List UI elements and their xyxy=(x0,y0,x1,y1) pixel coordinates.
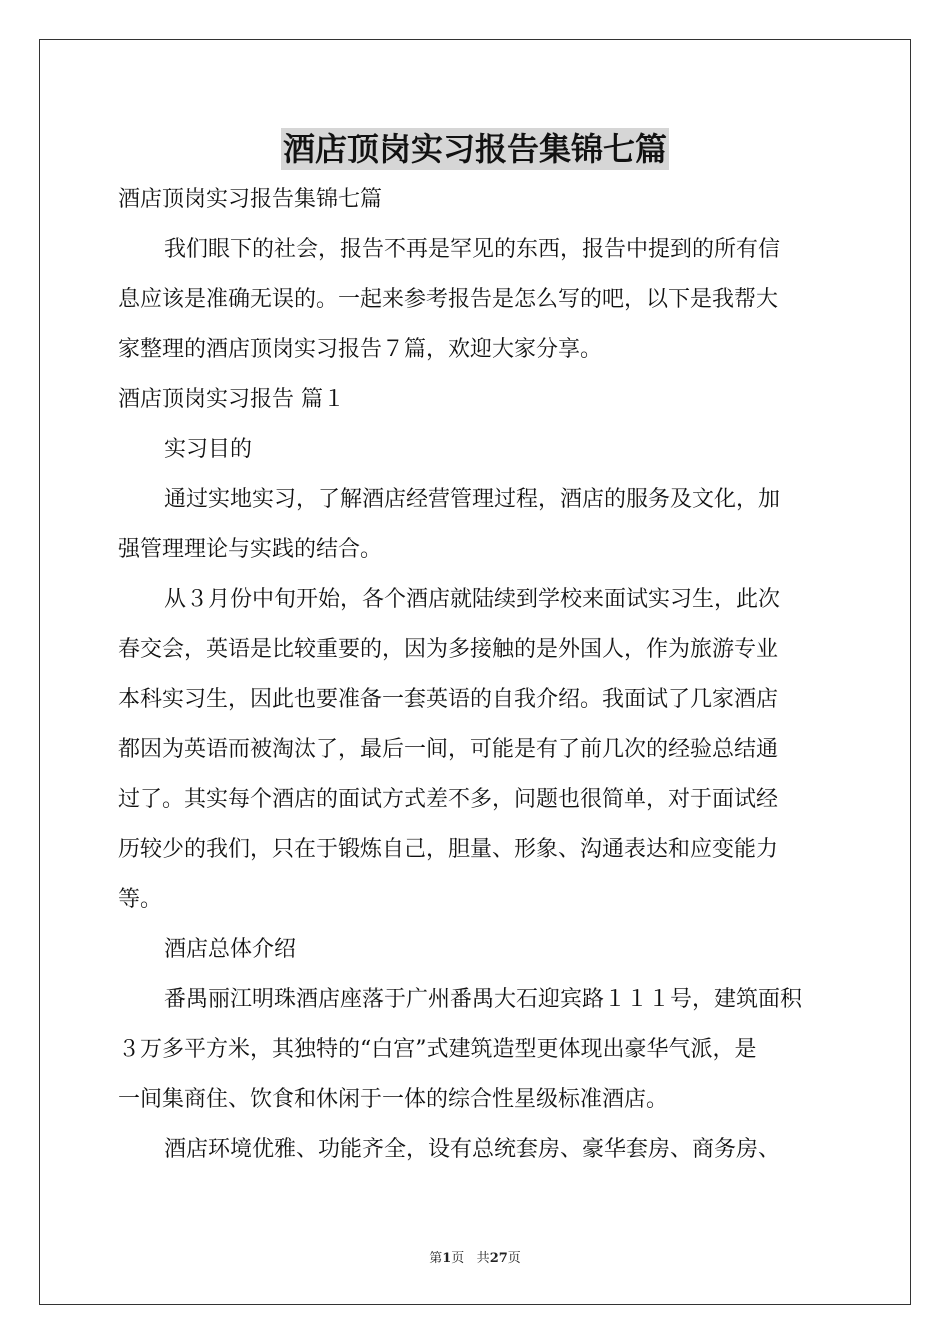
overview-line: ３万多平方米，其独特的“白宫”式建筑造型更体现出豪华气派，是 xyxy=(118,1037,757,1062)
total-suffix: 页 xyxy=(507,1251,521,1266)
interview-line: 历较少的我们，只在于锻炼自己，胆量、形象、沟通表达和应变能力 xyxy=(118,837,779,862)
interview-line: 过了。其实每个酒店的面试方式差不多，问题也很简单，对于面试经 xyxy=(118,787,779,812)
intro-line: 我们眼下的社会，报告不再是罕见的东西，报告中提到的所有信 xyxy=(164,237,781,262)
page-total: 27 xyxy=(489,1251,508,1266)
page-suffix: 页 xyxy=(451,1251,465,1266)
document-title: 酒店顶岗实习报告集锦七篇 xyxy=(282,130,667,168)
interview-line: 等。 xyxy=(118,887,163,912)
interview-line: 春交会，英语是比较重要的，因为多接触的是外国人，作为旅游专业 xyxy=(118,637,779,662)
page-prefix: 第 xyxy=(429,1251,443,1266)
total-prefix: 共 xyxy=(476,1251,490,1266)
document-body xyxy=(118,182,834,1168)
purpose-line: 强管理理论与实践的结合。 xyxy=(118,537,383,562)
purpose-paragraph xyxy=(118,482,834,568)
purpose-line: 通过实地实习，了解酒店经营管理过程，酒店的服务及文化，加 xyxy=(164,487,781,512)
page-current: 1 xyxy=(442,1251,452,1266)
interview-line: 本科实习生，因此也要准备一套英语的自我介绍。我面试了几家酒店 xyxy=(118,687,779,712)
section-heading: 酒店顶岗实习报告 篇１ xyxy=(118,387,345,412)
overview-paragraph xyxy=(118,982,834,1118)
heading-overview: 酒店总体介绍 xyxy=(164,937,297,962)
page-footer xyxy=(0,1250,950,1268)
intro-line: 息应该是准确无误的。一起来参考报告是怎么写的吧，以下是我帮大 xyxy=(118,287,779,312)
intro-paragraph xyxy=(118,232,834,368)
heading-purpose: 实习目的 xyxy=(164,437,253,462)
interview-line: 从３月份中旬开始，各个酒店就陆续到学校来面试实习生，此次 xyxy=(164,587,781,612)
interview-line: 都因为英语而被淘汰了，最后一间，可能是有了前几次的经验总结通 xyxy=(118,737,779,762)
overview-line: 番禺丽江明珠酒店座落于广州番禺大石迎宾路１１１号，建筑面积 xyxy=(164,987,803,1012)
intro-line: 家整理的酒店顶岗实习报告７篇，欢迎大家分享。 xyxy=(118,337,603,362)
overview-line: 一间集商住、饮食和休闲于一体的综合性星级标准酒店。 xyxy=(118,1087,669,1112)
title-wrap xyxy=(0,128,950,170)
document-subtitle: 酒店顶岗实习报告集锦七篇 xyxy=(118,187,383,212)
interview-paragraph xyxy=(118,582,834,918)
environment-line: 酒店环境优雅、功能齐全，设有总统套房、豪华套房、商务房、 xyxy=(164,1137,781,1162)
environment-paragraph xyxy=(118,1132,834,1168)
